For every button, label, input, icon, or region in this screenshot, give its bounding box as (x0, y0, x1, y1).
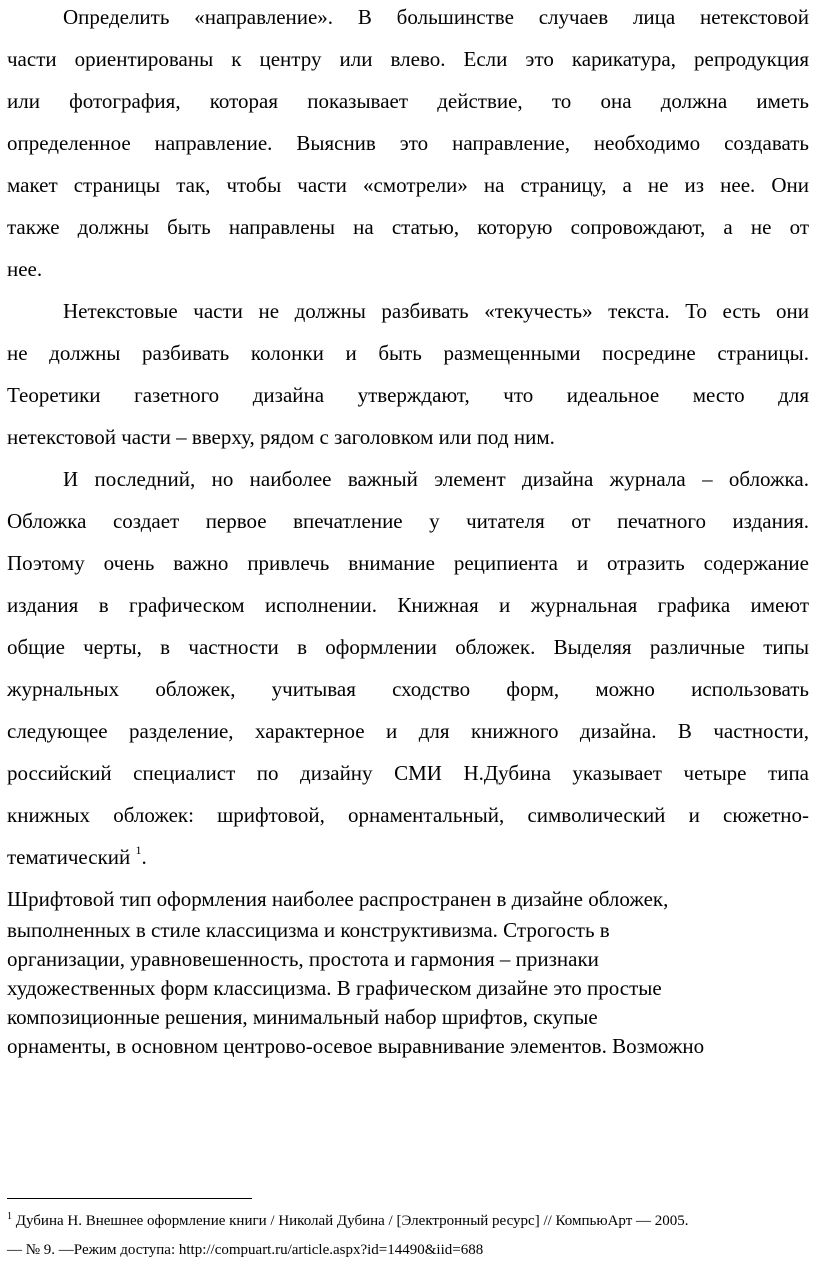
p3-line-5: общие черты, в частности в оформлении обложек. Выделяя различные типы (7, 635, 809, 659)
p3-line-6: журнальных обложек, учитывая сходство форм, можно использовать (7, 677, 809, 701)
p3-line-4: издания в графическом исполнении. Книжная и журнальная графика имеют (7, 593, 809, 617)
p3-line-8: российский специалист по дизайну СМИ Н.Дубина указывает четыре типа (7, 761, 809, 785)
p1-line-7: нее. (7, 257, 43, 281)
p2-line-3: Теоретики газетного дизайна утверждают, что идеальное место для (7, 383, 809, 407)
p3-last-text: тематический (7, 845, 136, 869)
p4-line-1: Шрифтовой тип оформления наиболее распространен в дизайне обложек, (7, 887, 669, 911)
footnote-text-1: Дубина Н. Внешнее оформление книги / Николай Дубина / [Электронный ресурс] // КомпьюАрт — 2005. (12, 1213, 689, 1229)
p1-line-1: Определить «направление». В большинстве случаев лица нетекстовой (63, 5, 809, 29)
p3-line-3: Поэтому очень важно привлечь внимание реципиента и отразить содержание (7, 551, 809, 575)
p4-line-2: выполненных в стиле классицизма и конструктивизма. Строгость в (7, 918, 610, 942)
footnote-line-2: — № 9. —Режим доступа: http://compuart.ru/article.aspx?id=14490&iid=688 (7, 1242, 484, 1258)
p3-last-end: . (141, 845, 147, 869)
p2-line-4: нетекстовой части – вверху, рядом с заголовком или под ним. (7, 425, 555, 449)
footnote-ref: 1 (135, 843, 142, 857)
p2-line-1: Нетекстовые части не должны разбивать «текучесть» текста. То есть они (63, 299, 809, 323)
p3-line-10 (7, 844, 809, 870)
p3-line-1: И последний, но наиболее важный элемент дизайна журнала – обложка. (63, 467, 809, 491)
p4-line-5: композиционные решения, минимальный набор шрифтов, скупые (7, 1005, 598, 1029)
p4-line-3: организации, уравновешенность, простота и гармония – признаки (7, 947, 599, 971)
p2-line-2: не должны разбивать колонки и быть размещенными посредине страницы. (7, 341, 809, 365)
p3-line-9: книжных обложек: шрифтовой, орнаментальный, символический и сюжетно- (7, 803, 809, 827)
p1-line-2: части ориентированы к центру или влево. Если это карикатура, репродукция (7, 47, 809, 71)
p4-line-4: художественных форм классицизма. В графическом дизайне это простые (7, 976, 662, 1000)
p3-line-7: следующее разделение, характерное и для книжного дизайна. В частности, (7, 719, 809, 743)
p1-line-3: или фотография, которая показывает действие, то она должна иметь (7, 89, 809, 113)
p3-line-2: Обложка создает первое впечатление у читателя от печатного издания. (7, 509, 809, 533)
footnote-line-1 (7, 1212, 689, 1230)
p4-line-6: орнаменты, в основном центрово-осевое выравнивание элементов. Возможно (7, 1034, 705, 1058)
p1-line-4: определенное направление. Выяснив это направление, необходимо создавать (7, 131, 809, 155)
footnote-mark: 1 (7, 1211, 12, 1222)
footnote-separator (7, 1198, 252, 1199)
p1-line-6: также должны быть направлены на статью, которую сопровождают, а не от (7, 215, 809, 239)
p1-line-5: макет страницы так, чтобы части «смотрели» на страницу, а не из нее. Они (7, 173, 809, 197)
